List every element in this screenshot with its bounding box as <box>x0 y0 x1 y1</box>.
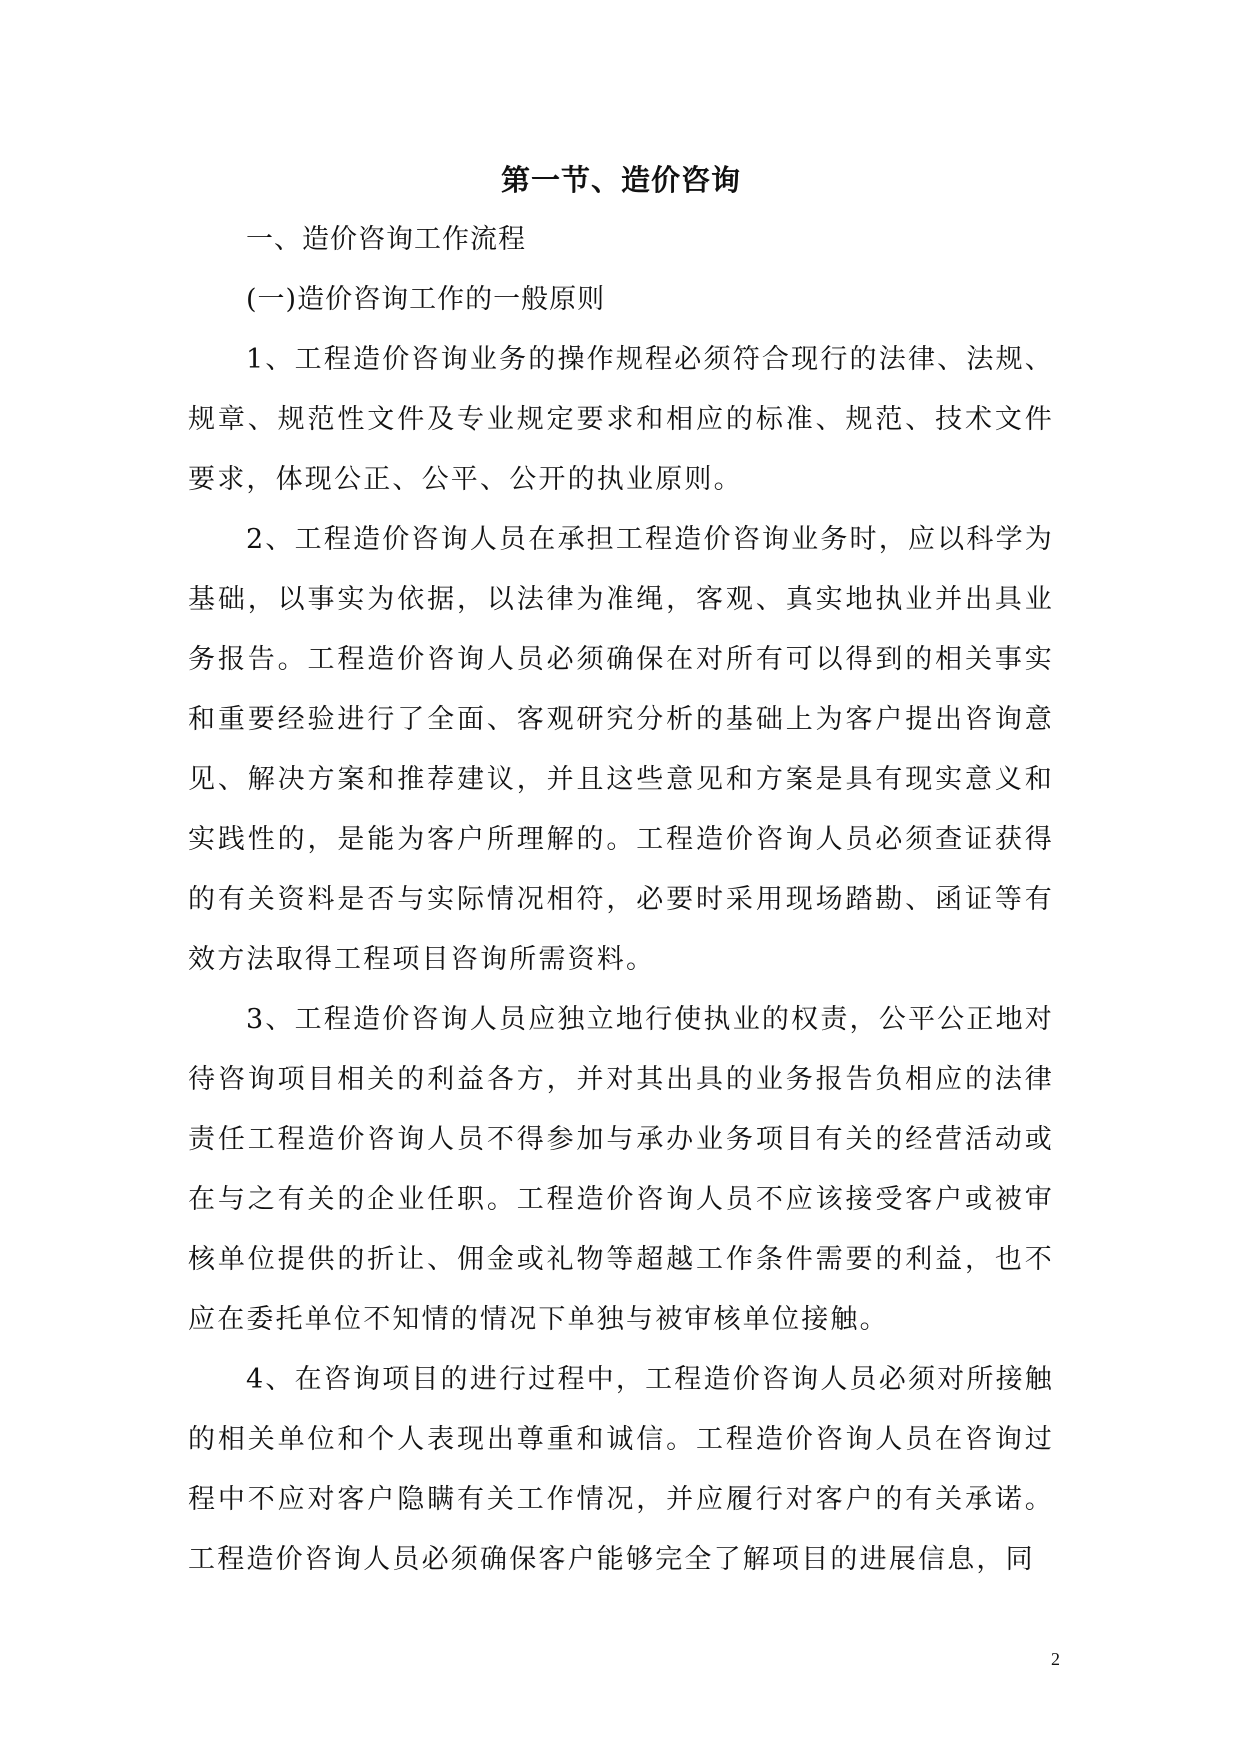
page-content <box>188 150 1054 1590</box>
paragraph-1: 1、工程造价咨询业务的操作规程必须符合现行的法律、法规、规章、规范性文件及专业规定要求和相应的标准、规范、技术文件要求，体现公正、公平、公开的执业原则。 <box>188 344 1054 495</box>
paragraph-4: 4、在咨询项目的进行过程中，工程造价咨询人员必须对所接触的相关单位和个人表现出尊重和诚信。工程造价咨询人员在咨询过程中不应对客户隐瞒有关工作情况，并应履行对客户的有关承诺。工程造价咨询人员必须确保客户能够完全了解项目的进展信息，同 <box>188 1364 1054 1575</box>
heading-workflow: 一、造价咨询工作流程 <box>246 224 526 255</box>
paragraph-3: 3、工程造价咨询人员应独立地行使执业的权责，公平公正地对待咨询项目相关的利益各方，并对其出具的业务报告负相应的法律责任工程造价咨询人员不得参加与承办业务项目有关的经营活动或在与之有关的企业任职。工程造价咨询人员不应该接受客户或被审核单位提供的折让、佣金或礼物等超越工作条件需要的利益，也不应在委托单位不知情的情况下单独与被审核单位接触。 <box>188 1004 1054 1335</box>
subheading-general-principles: (一)造价咨询工作的一般原则 <box>246 284 606 315</box>
paragraph-2: 2、工程造价咨询人员在承担工程造价咨询业务时，应以科学为基础，以事实为依据，以法律为准绳，客观、真实地执业并出具业务报告。工程造价咨询人员必须确保在对所有可以得到的相关事实和重要经验进行了全面、客观研究分析的基础上为客户提出咨询意见、解决方案和推荐建议，并且这些意见和方案是具有现实意义和实践性的，是能为客户所理解的。工程造价咨询人员必须查证获得的有关资料是否与实际情况相符，必要时采用现场踏勘、函证等有效方法取得工程项目咨询所需资料。 <box>188 524 1054 975</box>
section-title: 第一节、造价咨询 <box>500 163 741 197</box>
page-number: 2 <box>1051 1649 1060 1669</box>
